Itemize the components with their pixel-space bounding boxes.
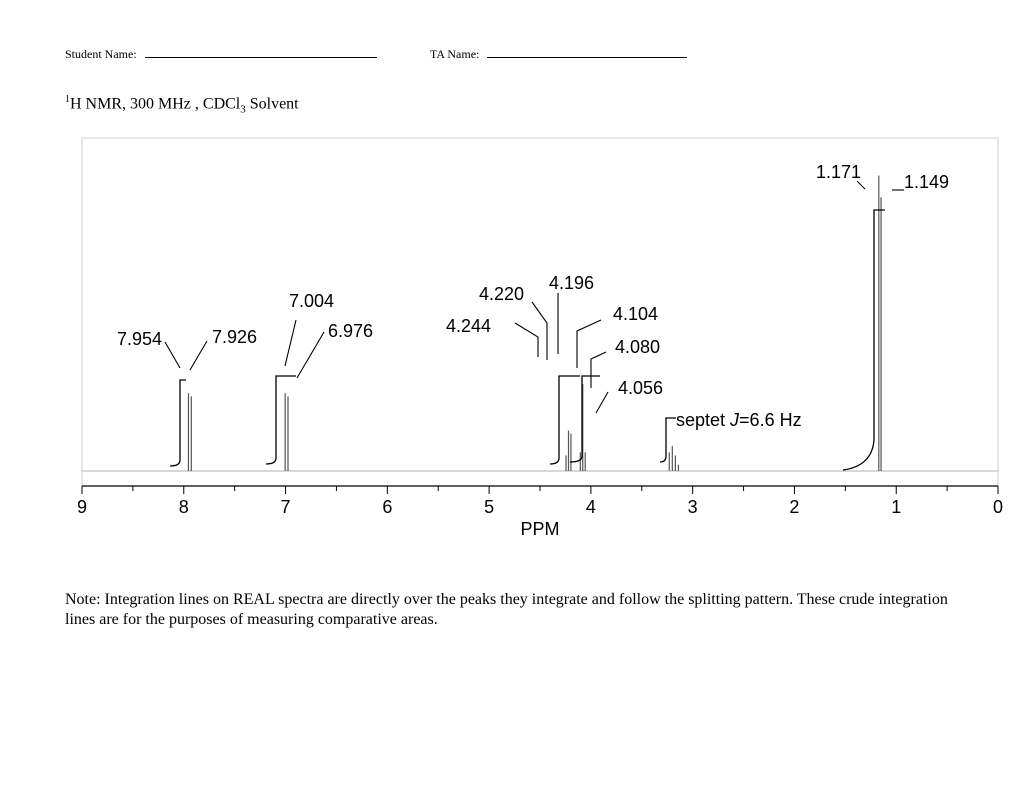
x-axis-ticks (77, 486, 1003, 517)
x-tick-label: 8 (178, 497, 189, 517)
title-main: H NMR, 300 MHz , CDCl (70, 95, 241, 113)
peak-label: 4.080 (615, 337, 661, 357)
x-tick-label: 6 (382, 497, 393, 517)
peak-label: 7.926 (212, 327, 258, 347)
integration-quartet-2 (570, 376, 600, 462)
peak-label: 4.196 (549, 273, 595, 293)
integration-aromatic-2 (266, 376, 296, 464)
integration-curves (170, 210, 885, 470)
peak-label: 7.004 (289, 291, 335, 311)
x-tick-label: 7 (280, 497, 291, 517)
ta-name-label: TA Name: (430, 47, 480, 61)
leader-4080 (591, 352, 606, 388)
x-tick-label: 2 (789, 497, 800, 517)
leader-7004 (285, 320, 296, 366)
integration-aromatic-1 (170, 380, 186, 466)
leader-4104 (577, 320, 601, 368)
note-text: Note: Integration lines on REAL spectra are directly over the peaks they integrate and follow the splitting pattern. These crude integration lines are for the purposes of measuring comparative areas. (65, 591, 948, 628)
leader-4244 (515, 323, 538, 357)
leader-6976 (297, 332, 324, 378)
x-tick-label: 4 (585, 497, 596, 517)
integration-quartet-1 (550, 376, 580, 464)
isotope-superscript: 1 (65, 94, 70, 105)
title-solvent: Solvent (245, 95, 299, 113)
peak-label: 4.056 (618, 378, 664, 398)
peak-labels (117, 162, 949, 398)
septet-prefix: septet (676, 410, 731, 430)
plot-frame (82, 138, 998, 486)
coupling-symbol: J (730, 410, 740, 430)
x-tick-label: 0 (992, 497, 1004, 517)
peak-label: 7.954 (117, 329, 163, 349)
peak-label: 1.149 (904, 172, 950, 192)
x-tick-label: 3 (687, 497, 698, 517)
solvent-subscript: 3 (240, 103, 246, 116)
leader-7954 (165, 342, 180, 368)
x-tick-label: 9 (76, 497, 88, 517)
peak-label: 1.171 (816, 162, 862, 182)
x-tick-label: 1 (891, 497, 902, 517)
leader-7926 (190, 341, 207, 370)
peak-label: 4.104 (613, 304, 659, 324)
peak-label: 6.976 (328, 321, 374, 341)
leader-1171 (857, 181, 865, 189)
x-tick-label: 5 (484, 497, 495, 517)
integration-septet (660, 418, 676, 462)
septet-annotation (676, 410, 802, 430)
leader-4056 (596, 392, 608, 413)
leader-4220 (532, 302, 547, 360)
student-name-label: Student Name: (65, 47, 137, 61)
x-axis-label: PPM (520, 519, 560, 539)
peak-label: 4.220 (479, 284, 525, 304)
peak-label: 4.244 (446, 316, 492, 336)
coupling-value: =6.6 Hz (739, 410, 802, 430)
